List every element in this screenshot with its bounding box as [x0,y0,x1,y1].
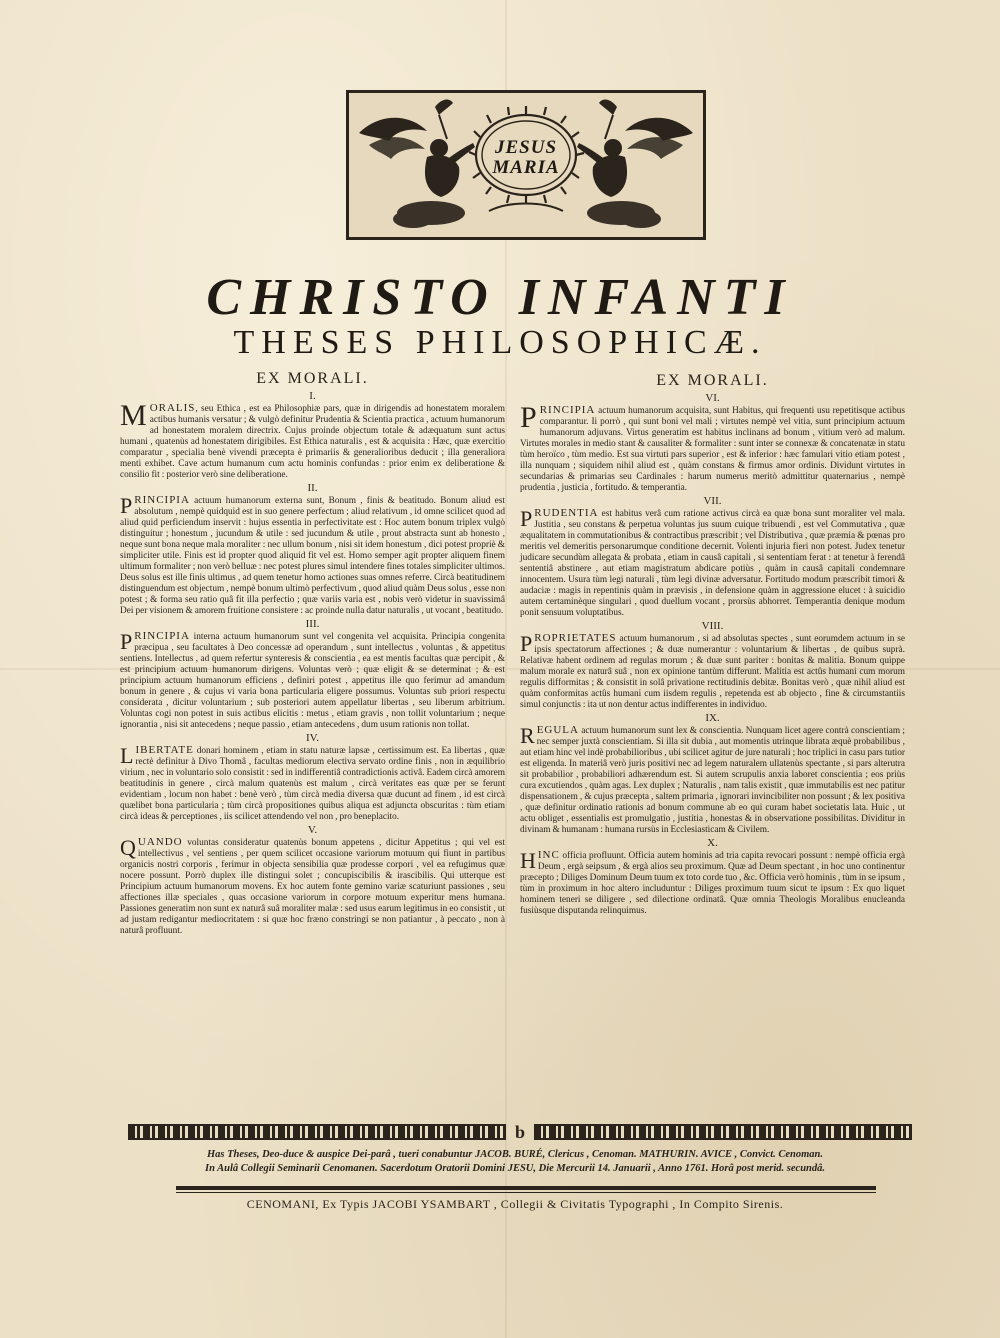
drop-cap: P [520,631,533,656]
ornament-center-glyph: b [514,1121,525,1142]
drop-cap: H [520,848,536,873]
section-number: X. [707,837,718,849]
dedication-block [120,1148,910,1176]
ornamental-border [128,1122,912,1142]
column-left [120,370,505,937]
section-number: VI. [705,392,720,404]
ornament-band-right [534,1124,912,1140]
ornament-band-left [128,1124,506,1140]
thesis-paragraph [120,837,505,937]
lead-word: RINCIPIA [539,404,596,416]
section-number: II. [307,482,318,494]
drop-cap: L [120,743,134,768]
thesis-paragraph [520,508,905,619]
page-subtitle: THESES PHILOSOPHICÆ. [233,324,767,361]
column-right [520,372,905,917]
drop-cap: P [120,629,133,654]
thesis-text: est habitus verâ cum ratione activus circà ea quæ bona sunt moraliter vel mala. Justitia , seu constans & perpetua voluntas jus suum cuique tribuendi , est vel Commutativa , quæ æqualitatem in commutationibus & contractibus præscribit ; vel Distributiva , quæ præmia & pœnas pro meritis vel demeritis personarumque conditione decernit. Volenti injuria fieri non potest. Judex tenetur judicare secundùm allegata & probata , etiam in causâ capitali , si sententiam ferat : at tenetur à ferendâ sententiâ abstinere , aut etiam magistratum abdicare potiùs , quàm in causâ capitali condemnare innocentem. Usura tùm legi naturali , tùm legi divinæ adversatur. Fortitudo modum præscribit timori & audaciæ : magis in repentinis quàm in prævisis , in defensione quàm in aggressione elucet : à suicidio autem certaminèque singulari , quod duellum vocant , prorsùs abhorret. Temperantia denique modum ponit sensuum voluptatibus. [520,509,905,618]
thesis-paragraph [520,725,905,836]
section-number: IX. [705,712,720,724]
thesis-text: officia profluunt. Officia autem hominis ad tria capita revocari possunt : nempè officia ergà Deum , ergà seipsum , & ergà alios seu proximum. Quæ ad Deum spectant , in hoc uno continentur præcepto ; Diliges Dominum Deum tuum ex toto corde tuo , &c. Officia verò hominis , tùm in se ipsum , tùm in proximum in hoc altero includuntur : Diliges proximum tuum sicut te ipsum : Ex quo liquet hominem teneri se diligere , sed dilectione ordinatâ. Quæ omnia Theologis Moralibus enucleanda fusiùsque disputanda relinquimus. [520,851,905,916]
rule-thick [176,1186,876,1190]
thesis-text: interna actuum humanorum sunt vel congenita vel acquisita. Principia congenita præcipua , seu facultates à Deo concessæ ad operandum , sunt intellectus , voluntas , & appetitus sentiens. Intellectus , ad quem refertur synteresis & conscientia , ea est mentis facultas quæ percipit , & est principium actuum humanorum dirigens. Voluntas verò ; quæ eligit & se determinat ; & est principium actuum humanorum efficiens , definiri potest , appetitus ille quo ferimur ad amandum bonum in genere , & cujus vi varia bona particularia eligere possumus. Voluntas sub priori respectu considerata , dicitur voluntarium ; sub posteriori autem appellatur libertas , seu liberum arbitrium. Voluntas cogi non potest in suis actibus elicitis : metus , etiam gravis , non tollit voluntarium ; neque ignorantia , nisi sit antecedens ; neque passio , etiam antecedens , dum usum rationis non tollat. [120,632,505,730]
drop-cap: M [120,399,147,432]
thesis-text: voluntas consideratur quatenùs bonum appetens , dicitur Appetitus ; qui vel est intellectivus , vel sentiens , per quem scilicet occasione variorum motuum qui fiunt in partibus organicis nostri corporis , ferimur in objecta sensibilia quæ prodesse corpori , vel ea refugimus quæ nocere possunt. Porrò duplex ille distingui solet ; concupiscibilis & irascibilis. Qui utterque est Principium actuum humanorum movens. Ex hoc autem fonte gemino variæ scaturiunt passiones , seu affectiones illæ speciales , quas occasione variorum in corpore motuum experitur mens humana. Passiones generatim non sunt ex naturâ suâ moraliter malæ : sed usus earum legitimus in eo consistit , ut ad justam redigantur mediocritatem : si quæ hoc fræno constringi se non patiantur , à peccato , non à naturâ profluunt. [120,838,505,936]
lead-word: RINCIPIA [134,494,190,506]
lead-word: EGULA [536,724,579,736]
printer-imprint: CENOMANI, Ex Typis JACOBI YSAMBART , Collegii & Civitatis Typographi , In Compito Sirenis. [246,1197,784,1211]
column-heading-left: EX MORALI. [256,370,369,387]
drop-cap: R [520,723,535,748]
woodcut-text-maria: MARIA [492,157,560,178]
section-number: IV. [306,732,319,744]
thesis-paragraph [120,399,505,481]
thesis-paragraph [120,745,505,823]
drop-cap: P [120,493,133,518]
dedication-line-2: In Aulâ Collegii Seminarii Cenomanen. Sacerdotum Oratorii Domini JESU, Die Mercurii 14. Januarii , Anno 1761. Horâ post merid. secundâ. [205,1163,825,1174]
thesis-text: actuum humanorum acquisita, sunt Habitus, qui frequenti usu repetitisque actibus comparantur. Ii porrò , qui sunt boni vel mali ; virtutes nempè vel vitia, sunt principium actuum humanorum adjuvans. Virtus generatim est habitus inclinans ad bonum , vitium verò ad malum. Virtutes morales in medio stant & causaliter & formaliter : sunt inter se connexæ & concatenatæ in statu tùm heroïco , tùm medio. Est sua virtuti pars superior , est & inferior : hæc famulari vitio etiam potest , illa nunquam ; siquidem nihil aliud est , quàm constans & firmus amor ordinis. Dividunt virtutes in secundarias & primarias seu Cardinales : harum numerus meritò admittitur quaternarius , nempè prudentia , justicia , fortitudo. & temperantia. [520,406,905,493]
lead-word: ORALIS [149,402,196,414]
drop-cap: Q [120,835,136,860]
thesis-paragraph [520,401,905,494]
thesis-paragraph [120,631,505,731]
thesis-text: actuum humanorum sunt lex & conscientia. Nunquam licet agere contrà conscientiam ; nec semper juxtà conscientiam. Si illa sit dubia , aut momentis utrinque librata æquè probabilibus , aut etiam hinc vel indè probabilioribus , ubi scilicet agitur de jure naturali ; hoc triplici in casu pars tutior est eligenda. In materiâ verò juris positivi nec ad legem naturalem ullatenùs spectante , si pars alterutra sit probabilior , probabiliori adhærendum est. Si autem scrupulis anxia laboret conscientia ; eos priùs cura excutiendos , quàm agas. Lex duplex ; Naturalis , nam talis existit , quæ immutabilis est nec patitur dispensationem , & cujus præcepta , saltem primaria , ignorari invincibiliter non possunt ; & lex positiva , quæ definitur ordinatio rationis ad bonum commune ab eo qui curam habet societatis lata. Huic , ut actu obliget , essentialis est promulgatio , justitia , honestas & in observatione possibilitas. Dividitur in divinam & humanam : humana rursùs in Ecclesiasticam & Civilem. [520,726,905,835]
rule-thin [176,1192,876,1193]
lead-word: RUDENTIA [534,507,599,519]
thesis-text: actuum humanorum externa sunt, Bonum , finis & beatitudo. Bonum aliud est absolutum , nempè quidquid est in suo genere perfectum ; aliud relativum , id omne scilicet quod ad aliud quid perficiendum inservit : hujus essentia in perfectivitate est : Hoc autem bonum triplex vulgò distinguitur ; honestum , jucundum & utile : sed jucundum & utile , prout abstracta sunt ab honesto , neque sunt bona neque mala moraliter : nec ullum bonum , nisi sit idem honestum , dici potest propriè & simpliciter utile. Finis est id propter quod aliquid fit vel est. Homo semper agit propter aliquem finem ultimum formaliter ; non verò belluæ : nec potest plures simul intendere fines totales simpliciter ultimos. Deus solus est ille finis ultimus , ad quem tenetur homo actiones suas omnes referre. Circà beatitudinem distinguendum est objectum , nempè bonum ultimò perfectivum , quod aliud quàm Deus solus , esse non potest ; & forma seu ratio quâ fit illa perfectio ; quæ variis varia est , nobis verò videtur in suavissimâ Dei per visionem & amorem fruitione consistere : ac proinde nulla datur naturalis , ut vocant , beatitudo. [120,496,505,616]
drop-cap: P [520,506,533,531]
section-number: VIII. [701,620,724,632]
thesis-text: donari hominem , etiam in statu naturæ lapsæ , certissimum est. Ea libertas , quæ rectè definitur à Divo Thomâ , facultas mediorum electiva servato ordine finis , non in æquilibrio virium , nec in voluntario solo consistit : sed in indifferentiâ contradictionis activâ. Eadem circà amorem beatitudinis in genere , circà malum quatenùs est malum , circà veritates eas quæ per se ferunt evidentiam , locum non habet : benè verò , tùm circà media diversa quæ ducunt ad finem , id est circà quælibet bona particularia ; tùm circà propositiones quibus aliqua est adjuncta obscuritas : tùm etiam circà ideas & perceptiones , iis scilicet attendendo vel non , pro beneplacito. [120,746,505,822]
lead-word: RINCIPIA [134,630,190,642]
thesis-text: actuum humanorum , si ad absolutas spectes , sunt eorumdem actuum in se ipsis spectatorum affectiones ; & duæ numerantur : voluntarium & libertas , de quibus suprà. Relativæ habent ordinem ad regulas morum ; & duæ sunt pariter : bonitas & malitia. Bonum quippe malum morale ex naturâ suâ , non ex opinione tantùm differunt. Malitia est actûs humani cum morum regulis difformitas ; & consistit in solâ privatione rectitudinis debitæ. Bonitas verò , quæ nihil aliud est quàm conformitas actûs humani cum iisdem regulis , repetenda est ab objecto , fine & circumstantiis simul conjunctis : ita ut non dentur actus indifferentes in individuo. [520,634,905,710]
woodcut-text-jesus: JESUS [494,137,558,158]
section-number: VII. [703,495,722,507]
section-number: V. [307,824,318,836]
page-title: CHRISTO INFANTI [206,269,794,326]
lead-word: UANDO [137,836,183,848]
lead-word: ROPRIETATES [534,632,617,644]
lead-word: INC [537,849,560,861]
thesis-paragraph [120,495,505,617]
section-number: III. [305,618,320,630]
thesis-paragraph [520,850,905,917]
lead-word: IBERTATE [135,744,194,756]
section-number: I. [309,390,316,402]
dedication-line-1: Has Theses, Deo-duce & auspice Dei-parâ , tueri conabuntur JACOB. BURÉ, Clericus , Cenoman. MATHURIN. AVICE , Convict. Cenoman. [206,1149,824,1160]
thesis-text: , seu Ethica , est ea Philosophiæ pars, quæ in dirigendis ad honestatem moralem actibus humanis versatur ; & vulgò definitur Prudentia & Scientia practica , actuum humanorum ad honestatem moralem directrix. Cujus proinde objectum totale & adæquatum sunt actus humani , quatenùs ad honestatem dirigibiles. Est Ethica naturalis , est & acquisita : Hæc, quæ exercitio comparatur , specialia benè vivendi præcepta è primariis & generalioribus deducit ; illa generaliora menti exhibet. Cave actum humanum cum actu hominis confundas : prior enim ex deliberatione & consilio fit : posterior verò sine deliberatione. [120,404,505,480]
cloud-icon [393,201,661,228]
column-heading-right: EX MORALI. [656,372,769,389]
woodcut-emblem [346,90,706,240]
thesis-paragraph [520,633,905,711]
drop-cap: P [520,401,537,434]
